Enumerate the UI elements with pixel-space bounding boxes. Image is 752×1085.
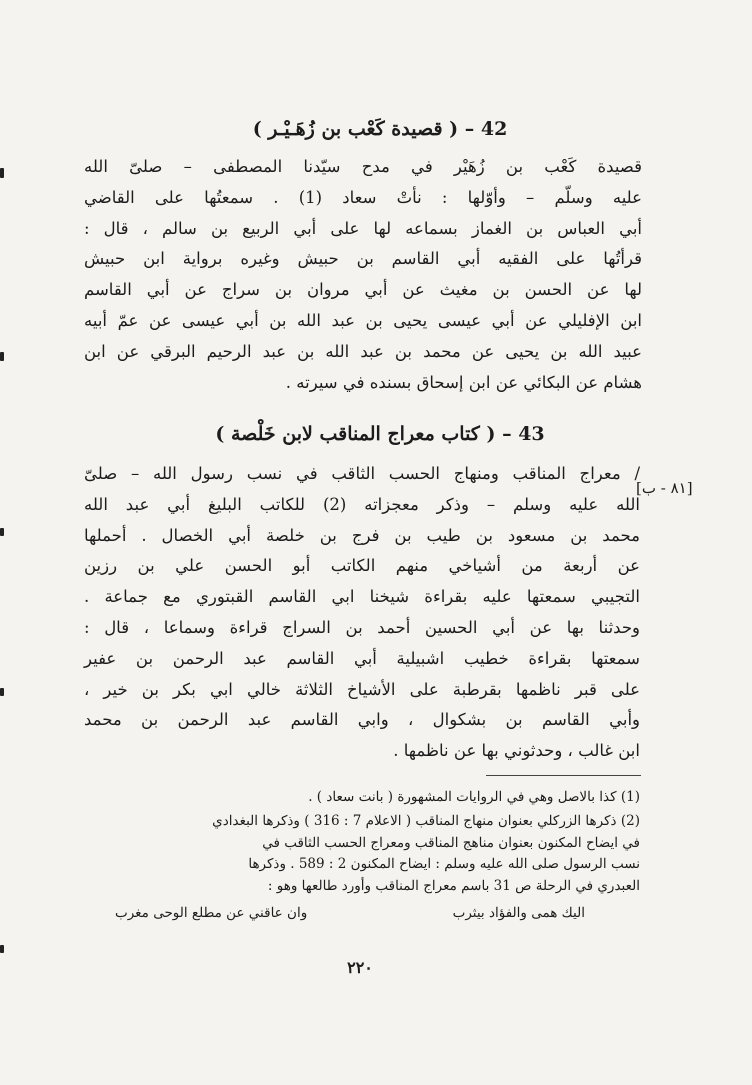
footnote-line: (1) كذا بالاصل وهي في الروايات المشهورة ( بانت سعاد ) . — [308, 789, 640, 805]
text-line: ابن الإفليلي عن أبي عيسى يحيى بن عبد الله بن أبي عيسى عن عمّ أبيه — [84, 310, 642, 330]
text-line: عبيد الله بن يحيى عن محمد بن عبد الله بن عبد الرحيم البرقي عن ابن — [84, 341, 642, 361]
footnote-line: في ايضاح المكنون بعنوان مناهج المناقب ومعراج الحسب الثاقب في — [262, 834, 640, 851]
section-heading-42: 42 – ( قصيدة كَعْب بن زُهَـيْـر ) — [252, 118, 508, 140]
paragraph-43 — [84, 459, 640, 767]
text-line: لها عن الحسن بن مغيث عن أبي مروان بن سراج عن أبي القاسم — [84, 280, 642, 300]
footnote-line: (2) ذكرها الزركلي بعنوان منهاج المناقب ( الاعلام 7 : 316 ) وذكرها البغدادي — [212, 813, 640, 829]
verse-hemistich-right: اليك همى والفؤاد بيثرب — [452, 905, 585, 921]
text-line: الله عليه وسلم – وذكر معجزاته (2) للكاتب البليغ أبي عبد الله — [84, 494, 641, 514]
scan-edge-mark — [0, 528, 4, 536]
paragraph-42 — [84, 152, 642, 398]
text-line: وحدثنا بها عن أبي الحسين أحمد بن السراج قراءة وسماعا ، قال : — [84, 617, 640, 637]
text-line: وأبي القاسم بن بشكوال ، وابي القاسم عبد الرحمن بن محمد — [84, 710, 640, 730]
text-line: أبي العباس بن الغماز بسماعه لها على أبي الربيع بن سالم ، قال : — [84, 218, 642, 238]
footnote-line: العبدري في الرحلة ص 31 باسم معراج المناقب وأورد طالعها وهو : — [267, 877, 640, 894]
text-line: / معراج المناقب ومنهاج الحسب الثاقب في نسب رسول الله – صلىّ — [84, 464, 640, 483]
text-line: ابن غالب ، وحدثوني بها عن ناظمها . — [393, 741, 640, 761]
footnote-divider — [486, 775, 641, 776]
text-line: قصيدة كَعْب بن زُهَيْر في مدح سيّدنا المصطفى – صلىّ الله — [84, 157, 642, 176]
text-line: التجيبي سمعتها عليه بقراءة شيخنا ابي القاسم القبتوري مع جماعة . — [84, 587, 640, 607]
text-line: على قبر ناظمها بقرطبة على الأشياخ الثلاثة خالي ابي بكر بن خير ، — [84, 679, 640, 699]
margin-folio-reference: [٨١ - ب] — [636, 479, 693, 497]
text-line: محمد بن مسعود بن طيب بن فرج بن خلصة أبي الخصال . أحملها — [84, 525, 640, 545]
footnote-2 — [110, 811, 640, 897]
text-line: قرأتُها على الفقيه أبي القاسم بن حبيش وغيره برواية ابن حبيش — [84, 249, 642, 269]
poem-verse — [115, 905, 585, 921]
text-line: هشام عن البكائي عن ابن إسحاق بسنده في سيرته . — [285, 372, 642, 392]
verse-hemistich-left: وان عاقني عن مطلع الوحى مغرب — [115, 905, 308, 921]
section-heading-43: 43 – ( كتاب معراج المناقب لابن خَلْصة ) — [215, 423, 545, 445]
page-number: ٢٢٠ — [347, 958, 373, 977]
text-line: عليه وسلّم – وأوّلها : نأتْ سعاد (1) . سمعتُها على القاضي — [84, 187, 642, 207]
text-line: سمعتها بقراءة خطيب اشبيلية أبي القاسم عبد الرحمن بن عفير — [84, 648, 640, 668]
scan-edge-mark — [0, 688, 4, 696]
footnote-1 — [110, 787, 640, 809]
text-line: عن أربعة من أشياخي منهم الكاتب أبو الحسن علي بن رزين — [84, 556, 640, 576]
footnote-line: نسب الرسول صلى الله عليه وسلم : ايضاح المكنون 2 : 589 . وذكرها — [248, 856, 640, 872]
scan-edge-mark — [0, 168, 4, 178]
scan-edge-mark — [0, 352, 4, 361]
scan-edge-mark — [0, 945, 4, 953]
